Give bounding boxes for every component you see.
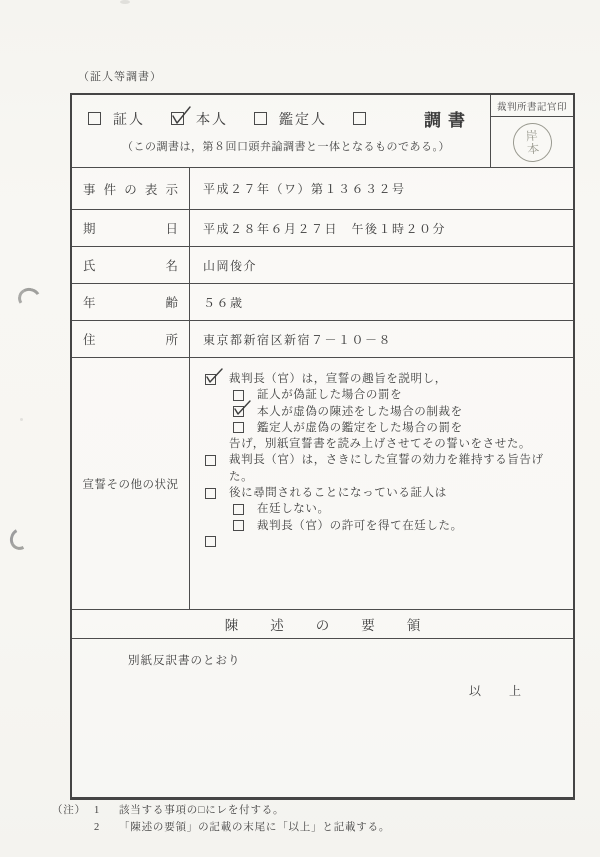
address-row — [72, 320, 573, 357]
oath-item-witness-perjury: 証人が偽証した場合の罰を — [205, 387, 567, 403]
later-witness-checkbox[interactable] — [205, 488, 216, 499]
address-value: 東京都新宿区新宿７－１０－８ — [203, 332, 393, 347]
oath-item-blank — [205, 534, 567, 548]
option-expert[interactable] — [254, 109, 327, 129]
oath-item-party-false-statement: 本人が虚偽の陳述をした場合の制裁を — [205, 404, 567, 420]
age-row — [72, 283, 573, 320]
oath-item-later-witness: 後に尋問されることになっている証人は — [205, 485, 567, 501]
clerk-seal-label: 裁判所書記官印 — [491, 95, 573, 117]
oath-item-maintain-effect: 裁判長（官）は，さきにした宣誓の効力を維持する旨告げた。 — [205, 452, 567, 485]
clerk-seal-area — [491, 117, 573, 167]
statement-body-text: 別紙反訳書のとおり — [128, 655, 241, 667]
maintain-effect-checkbox[interactable] — [205, 455, 216, 466]
scan-smudge — [20, 418, 23, 421]
witness-checkbox[interactable] — [88, 112, 101, 125]
statement-title-row — [72, 609, 573, 638]
age-label: 年齢 — [83, 296, 178, 310]
document-title: 調書 — [424, 111, 472, 130]
punch-hole-mark — [7, 525, 33, 552]
option-expert-label: 鑑定人 — [279, 112, 327, 128]
option-party-label: 本人 — [196, 112, 228, 128]
scan-smudge — [120, 0, 130, 4]
expert-false-appraisal-checkbox[interactable] — [233, 422, 244, 433]
oath-explained-checkbox[interactable] — [205, 374, 216, 385]
oath-section-label: 宣誓その他の状況 — [82, 478, 179, 491]
footnote-line-1 — [52, 803, 390, 820]
name-value: 山岡俊介 — [203, 258, 258, 273]
footnote-line-2 — [52, 820, 390, 837]
deponent-type-options — [88, 106, 484, 131]
other-checkbox[interactable] — [353, 112, 366, 125]
oath-label-cell — [72, 358, 190, 609]
case-number-row — [72, 167, 573, 209]
footnote-1-number: 1 — [94, 805, 101, 816]
footnote-2-number: 2 — [94, 821, 101, 833]
name-label: 氏名 — [83, 259, 178, 273]
party-checkbox[interactable] — [171, 112, 184, 125]
statement-closing: 以 上 — [468, 684, 529, 698]
oath-item-explained: 裁判長（官）は，宣誓の趣旨を説明し， — [205, 371, 567, 387]
oath-item-not-in-court: 在廷しない。 — [205, 501, 567, 517]
address-label-cell — [72, 321, 190, 357]
address-label: 住所 — [83, 333, 178, 347]
clerk-name-seal — [511, 121, 554, 164]
record-form-table — [70, 93, 575, 800]
option-witness[interactable] — [88, 109, 145, 129]
expert-checkbox[interactable] — [254, 112, 267, 125]
option-party[interactable] — [171, 109, 228, 129]
oath-continuation-line: 告げ，別紙宣誓書を読み上げさせてその誓いをさせた。 — [229, 438, 532, 451]
oath-circumstances-row — [72, 357, 573, 609]
footnote-label: （注） — [52, 805, 86, 816]
title-area — [72, 95, 490, 167]
option-other[interactable] — [353, 112, 366, 125]
document-type-label: （証人等調書） — [78, 71, 162, 83]
footnote-1-text: 該当する事項の□にレを付する。 — [119, 805, 285, 816]
case-number-label-cell — [72, 168, 190, 209]
name-row — [72, 246, 573, 283]
hearing-date-label: 期日 — [83, 222, 178, 236]
title-row — [72, 95, 573, 167]
attachment-note: （この調書は，第８回口頭弁論調書と一体となるものである。） — [122, 141, 450, 153]
case-number-value: 平成２７年（ワ）第１３６３２号 — [203, 182, 406, 196]
hearing-date-label-cell — [72, 210, 190, 246]
footnotes — [52, 803, 390, 836]
seal-char-top: 岸 — [524, 127, 538, 143]
seal-char-bottom: 本 — [525, 140, 540, 156]
blank-checkbox[interactable] — [205, 536, 216, 547]
age-value: ５６歳 — [203, 295, 244, 310]
name-label-cell — [72, 247, 190, 283]
hearing-date-row — [72, 209, 573, 246]
punch-hole-mark — [16, 286, 43, 312]
oath-item-in-court-with-permission: 裁判長（官）の許可を得て在廷した。 — [205, 518, 567, 534]
not-in-court-checkbox[interactable] — [233, 504, 244, 515]
oath-item-expert-false-appraisal: 鑑定人が虚偽の鑑定をした場合の罰を — [205, 420, 567, 436]
age-label-cell — [72, 284, 190, 320]
footnote-2-text: 「陳述の要領」の記載の末尾に「以上」と記載する。 — [119, 821, 391, 833]
party-false-statement-checkbox[interactable] — [233, 406, 244, 417]
statement-title: 陳述の要領 — [224, 618, 453, 633]
oath-checklist — [190, 358, 573, 609]
option-witness-label: 証人 — [113, 112, 145, 128]
statement-body-row — [72, 638, 573, 797]
in-court-permission-checkbox[interactable] — [233, 520, 244, 531]
clerk-seal-cell — [490, 95, 573, 167]
case-number-label: 事件の表示 — [83, 182, 178, 197]
hearing-date-value: 平成２８年６月２７日 午後１時２０分 — [203, 221, 447, 236]
